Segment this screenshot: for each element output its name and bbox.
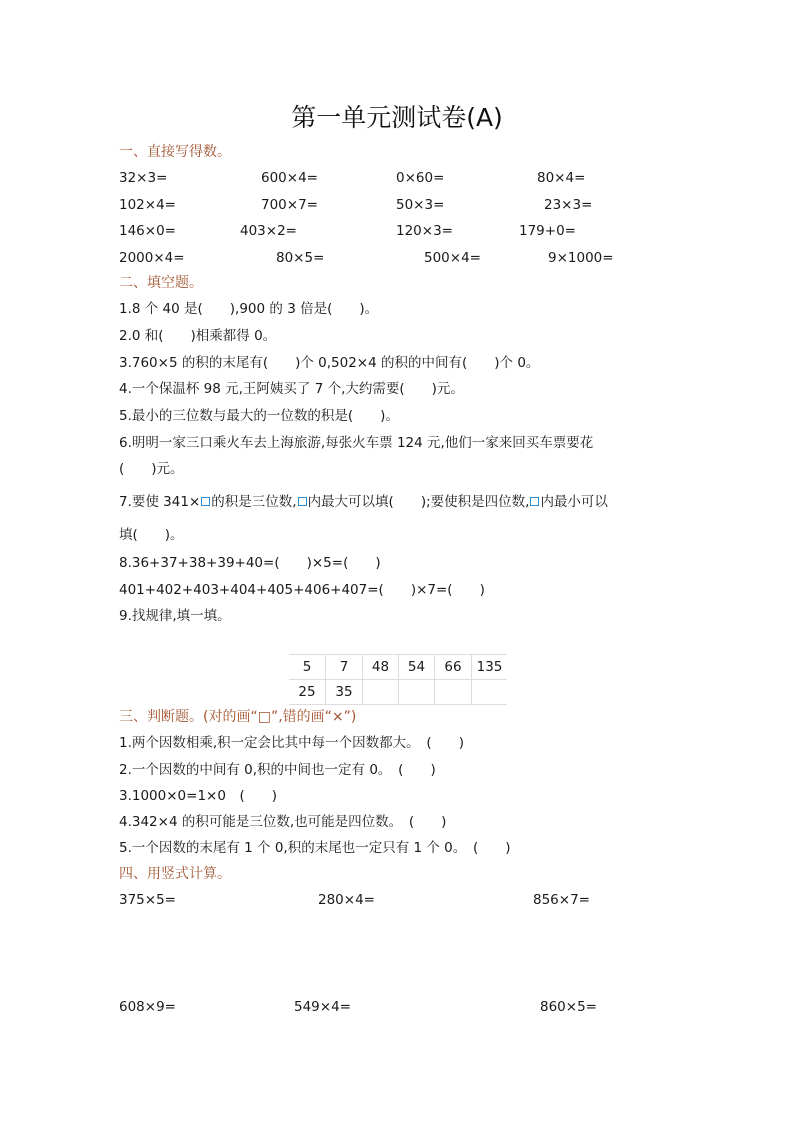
blank-box-icon	[298, 497, 307, 506]
s1-r3-c2: 403×2=	[240, 223, 297, 239]
s1-r3-c4: 179+0=	[519, 223, 576, 239]
s2-question-3: 3.760×5 的积的末尾有( )个 0,502×4 的积的中间有( )个 0。	[119, 355, 540, 371]
s2-question-7-line1	[119, 493, 608, 511]
table-cell-blank	[399, 680, 435, 705]
s3-question-3: 3.1000×0=1×0 ( )	[119, 788, 277, 804]
s3-question-5: 5.一个因数的末尾有 1 个 0,积的末尾也一定只有 1 个 0。 ( )	[119, 840, 511, 856]
s3-question-2: 2.一个因数的中间有 0,积的中间也一定有 0。 ( )	[119, 762, 436, 778]
pattern-table	[289, 654, 507, 705]
s2-question-7-line2: 填( )。	[119, 527, 184, 543]
table-cell: 135	[472, 655, 508, 680]
table-cell: 7	[326, 655, 363, 680]
pattern-row-1	[289, 655, 507, 680]
s1-r3-c3: 120×3=	[396, 223, 453, 239]
table-cell: 54	[399, 655, 435, 680]
pattern-row-2	[289, 680, 507, 705]
s1-r1-c4: 80×4=	[537, 170, 586, 186]
table-cell: 25	[289, 680, 326, 705]
s4-r1-c3: 856×7=	[533, 892, 590, 908]
s1-r2-c2: 700×7=	[261, 197, 318, 213]
q7-part4: 内最小可以	[540, 494, 608, 510]
s4-r2-c3: 860×5=	[540, 999, 597, 1015]
table-cell-blank	[472, 680, 508, 705]
s1-r4-c1: 2000×4=	[119, 250, 185, 266]
q7-part2: 的积是三位数,	[211, 494, 297, 510]
table-cell-blank	[363, 680, 399, 705]
s2-question-2: 2.0 和( )相乘都得 0。	[119, 328, 277, 344]
s1-r4-c2: 80×5=	[276, 250, 325, 266]
table-cell: 48	[363, 655, 399, 680]
s3-question-1: 1.两个因数相乘,积一定会比其中每一个因数都大。 ( )	[119, 735, 464, 751]
s2-question-8-line1: 8.36+37+38+39+40=( )×5=( )	[119, 555, 381, 571]
section-1-heading: 一、直接写得数。	[119, 144, 231, 160]
s4-r2-c1: 608×9=	[119, 999, 176, 1015]
s1-r1-c2: 600×4=	[261, 170, 318, 186]
s1-r4-c3: 500×4=	[424, 250, 481, 266]
blank-box-icon	[530, 497, 539, 506]
q7-part1: 7.要使 341×	[119, 494, 201, 510]
s2-question-4: 4.一个保温杯 98 元,王阿姨买了 7 个,大约需要( )元。	[119, 381, 464, 397]
s1-r2-c3: 50×3=	[396, 197, 445, 213]
s2-question-6-line1: 6.明明一家三口乘火车去上海旅游,每张火车票 124 元,他们一家来回买车票要花	[119, 435, 594, 451]
table-cell: 5	[289, 655, 326, 680]
s1-r1-c1: 32×3=	[119, 170, 168, 186]
s2-question-6-line2: ( )元。	[119, 461, 184, 477]
section-2-heading: 二、填空题。	[119, 275, 203, 291]
s4-r1-c1: 375×5=	[119, 892, 176, 908]
table-cell: 66	[435, 655, 472, 680]
s1-r2-c1: 102×4=	[119, 197, 176, 213]
section-3-heading: 三、判断题。(对的画“□”,错的画“×”)	[119, 709, 357, 725]
blank-box-icon	[201, 497, 210, 506]
section-4-heading: 四、用竖式计算。	[119, 866, 231, 882]
q7-part3: 内最大可以填( );要使积是四位数,	[307, 494, 530, 510]
s4-r1-c2: 280×4=	[318, 892, 375, 908]
page-title: 第一单元测试卷(A)	[291, 103, 503, 132]
s2-question-8-line2: 401+402+403+404+405+406+407=( )×7=( )	[119, 582, 485, 598]
s3-question-4: 4.342×4 的积可能是三位数,也可能是四位数。 ( )	[119, 814, 447, 830]
table-cell-blank	[435, 680, 472, 705]
s2-question-9: 9.找规律,填一填。	[119, 608, 231, 624]
s1-r1-c3: 0×60=	[396, 170, 445, 186]
s1-r3-c1: 146×0=	[119, 223, 176, 239]
table-cell: 35	[326, 680, 363, 705]
s2-question-1: 1.8 个 40 是( ),900 的 3 倍是( )。	[119, 301, 379, 317]
s4-r2-c2: 549×4=	[294, 999, 351, 1015]
s1-r4-c4: 9×1000=	[548, 250, 614, 266]
s2-question-5: 5.最小的三位数与最大的一位数的积是( )。	[119, 408, 399, 424]
s1-r2-c4: 23×3=	[544, 197, 593, 213]
